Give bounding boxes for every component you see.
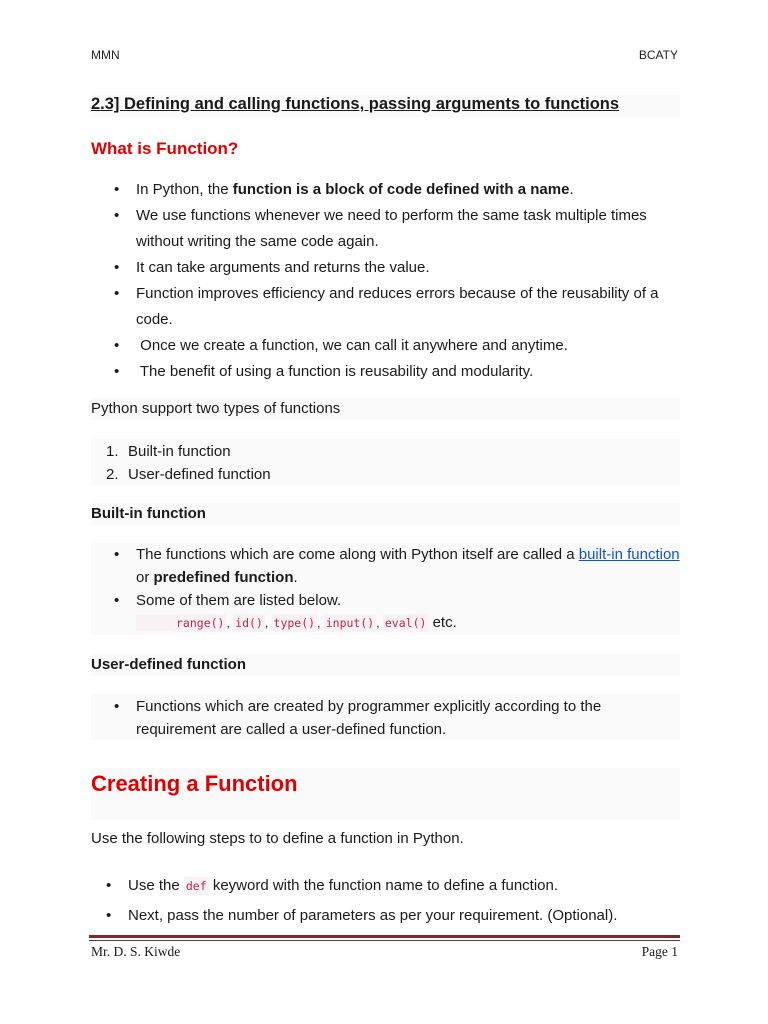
list-item: 2. User-defined function — [106, 463, 271, 486]
bullet-icon: • — [114, 207, 120, 224]
steps-intro: Use the following steps to to define a function in Python. — [91, 830, 464, 847]
list-item: • Next, pass the number of parameters as per your requirement. (Optional). — [104, 901, 674, 931]
list-item: • In Python, the function is a block of code defined with a name. — [112, 177, 682, 203]
list-item: • The benefit of using a function is reusability and modularity. — [112, 359, 682, 385]
bullet-icon: • — [114, 285, 120, 302]
footer-author: Mr. D. S. Kiwde — [91, 944, 181, 959]
list-item: • It can take arguments and returns the value. — [112, 255, 682, 281]
types-intro: Python support two types of functions — [91, 400, 341, 417]
bullet-icon: • — [114, 259, 120, 276]
code-eval: eval() — [384, 616, 427, 630]
bold-text: predefined function — [153, 569, 294, 586]
builtin-bullets — [112, 543, 682, 612]
code-indent — [136, 615, 174, 631]
list-item: • Some of them are listed below. — [112, 589, 682, 612]
footer-rule-thick — [89, 935, 680, 938]
bullet-icon: • — [106, 877, 112, 894]
bullet-icon: • — [114, 363, 120, 380]
what-bullets — [112, 177, 682, 385]
list-item: 1. Built-in function — [106, 440, 271, 463]
list-item: • Functions which are created by programmer explicitly according to the requirement are called a user-defined function. — [112, 695, 682, 741]
header-right: BCATY — [638, 48, 678, 62]
bullet-icon: • — [106, 907, 112, 924]
list-item: • We use functions whenever we need to perform the same task multiple times without writing the same code again. — [112, 203, 682, 255]
code-type: type() — [273, 616, 316, 630]
steps-bullets — [104, 871, 674, 931]
builtin-examples: range() , id() , type() , input() , eval() etc. — [136, 613, 457, 633]
bold-text: function is a block of code defined with a name — [232, 181, 570, 198]
userdef-bullets — [112, 695, 682, 741]
code-id: id() — [235, 616, 263, 630]
creating-function-heading: Creating a Function — [91, 771, 298, 796]
list-number: 2. — [106, 466, 119, 483]
bullet-icon: • — [114, 592, 120, 609]
list-item: • Once we create a function, we can call it anywhere and anytime. — [112, 333, 682, 359]
code-def: def — [185, 879, 207, 893]
bullet-icon: • — [114, 181, 120, 198]
list-item: • The functions which are come along with Python itself are called a built-in function or predefined function. — [112, 543, 682, 589]
code-range: range() — [176, 616, 225, 630]
header-left: MMN — [91, 48, 120, 62]
list-item: • Use the def keyword with the function name to define a function. — [104, 871, 674, 901]
builtin-heading: Built-in function — [91, 505, 206, 522]
userdef-heading: User-defined function — [91, 656, 247, 673]
list-number: 1. — [106, 443, 119, 460]
footer-rule-thin — [89, 940, 680, 941]
section-title: 2.3] Defining and calling functions, passing arguments to functions — [91, 95, 620, 113]
what-is-function-heading: What is Function? — [91, 139, 239, 158]
bullet-icon: • — [114, 546, 120, 563]
builtin-function-link[interactable]: built-in function — [578, 546, 680, 563]
bullet-icon: • — [114, 698, 120, 715]
code-input: input() — [325, 616, 375, 630]
footer-page-number: Page 1 — [641, 944, 678, 959]
list-item: • Function improves efficiency and reduces errors because of the reusability of a code. — [112, 281, 682, 333]
bullet-icon: • — [114, 337, 120, 354]
types-list — [106, 440, 271, 486]
